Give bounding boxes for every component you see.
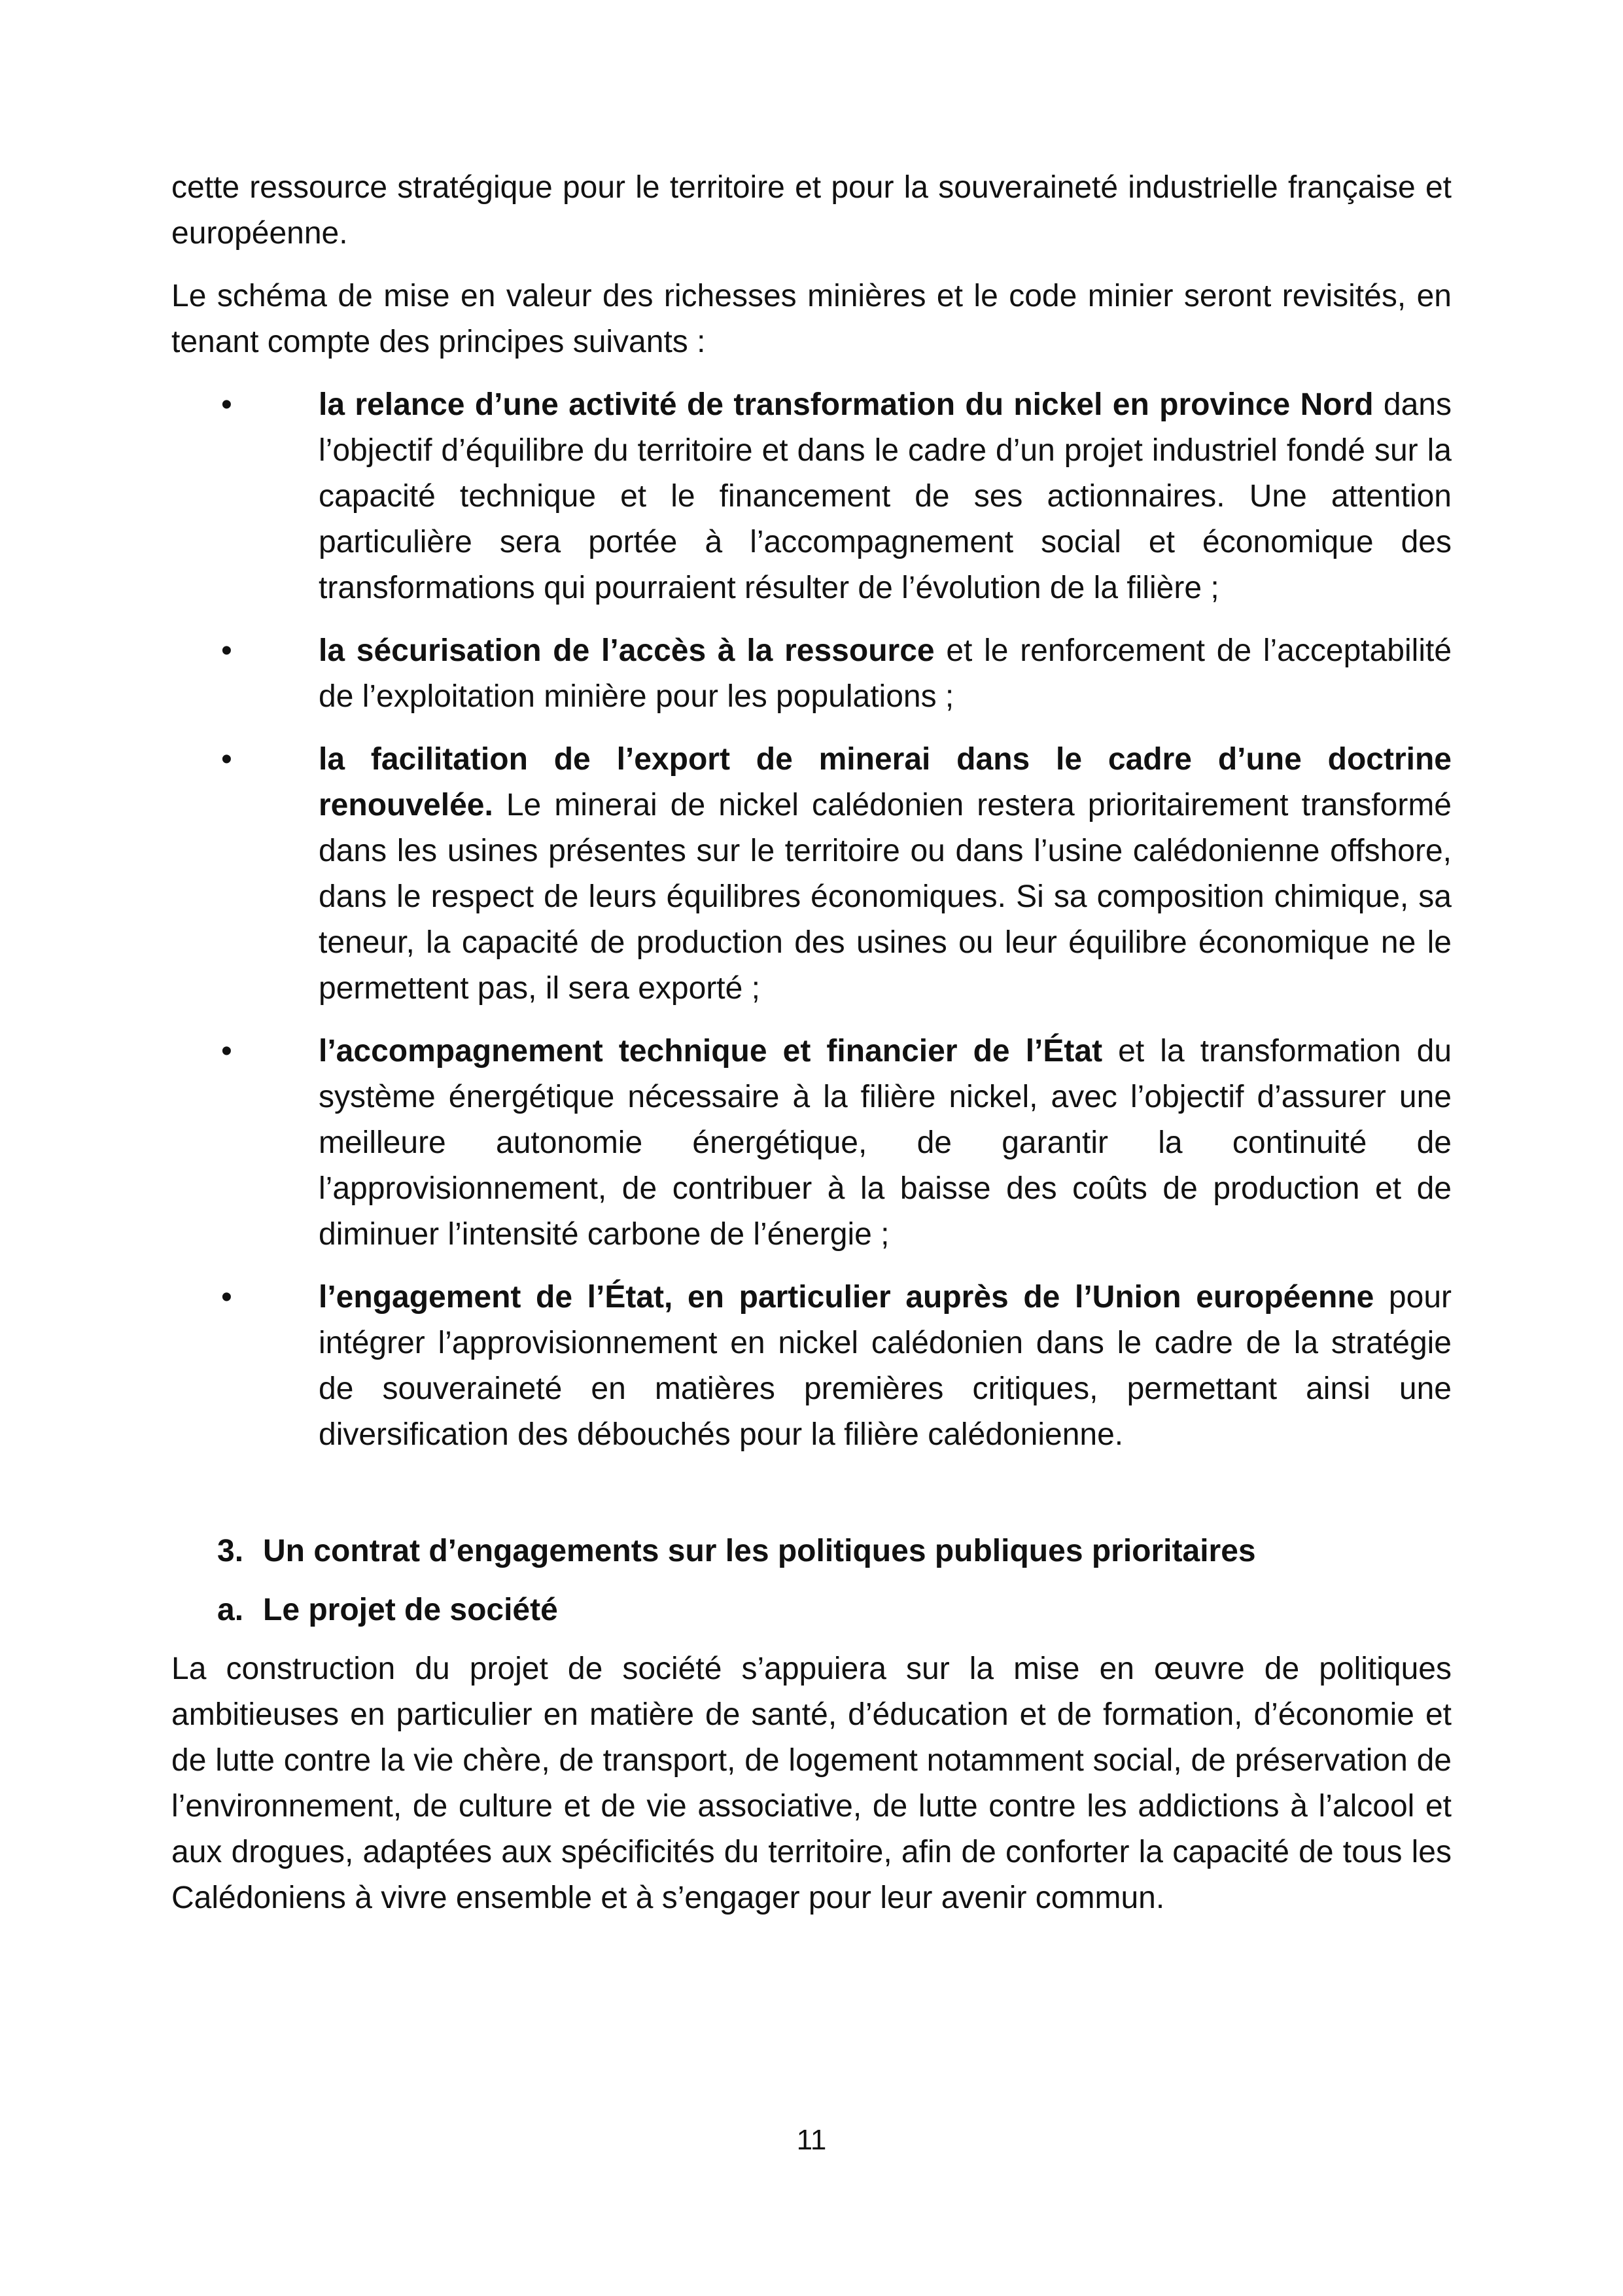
bullet-icon: •	[221, 742, 232, 777]
page-number: 11	[796, 2124, 827, 2156]
list-item-text: pour intégrer l’approvisionnement en nickel calédonien dans le cadre de la stratégie de souveraineté en matières premières critiques, permettant ainsi une diversification des débouchés pour la filière calédonienne.	[319, 1280, 1452, 1452]
list-item-text: et la transformation du système énergétique nécessaire à la filière nickel, avec l’objectif d’assurer une meilleure autonomie énergétique, de garantir la continuité de l’approvisionnement, de contribuer à la baisse des coûts de production et de diminuer l’intensité carbone de l’énergie ;	[319, 1034, 1452, 1252]
subsection-heading: a. Le projet de société	[217, 1593, 558, 1627]
list-item	[171, 1275, 1452, 1458]
section-heading: 3. Un contrat d’engagements sur les politiques publiques prioritaires	[217, 1534, 1256, 1568]
bullet-icon: •	[221, 633, 232, 668]
list-item-text: et le renforcement de l’acceptabilité de l’exploitation minière pour les populations ;	[319, 633, 1452, 714]
list-item	[171, 737, 1452, 1012]
list-item	[171, 628, 1452, 720]
list-item-text: Le minerai de nickel calédonien restera prioritairement transformé dans les usines présentes sur le territoire ou dans l’usine calédonienne offshore, dans le respect de leurs équilibres économiques. Si sa composition chimique, sa teneur, la capacité de production des usines ou leur équilibre économique ne le permettent pas, il sera exporté ;	[319, 788, 1452, 1006]
list-item-bold: la sécurisation de l’accès à la ressource	[319, 633, 935, 668]
bullet-icon: •	[221, 1034, 232, 1069]
bullet-icon: •	[221, 387, 232, 422]
paragraph: cette ressource stratégique pour le territoire et pour la souveraineté industrielle française et européenne.	[171, 170, 1452, 251]
list-item-text: dans l’objectif d’équilibre du territoire et dans le cadre d’un projet industriel fondé sur la capacité technique et le financement de ses actionnaires. Une attention particulière sera portée à l’accompagnement social et économique des transformations qui pourraient résulter de l’évolution de la filière ;	[319, 387, 1452, 605]
list-item-bold: l’accompagnement technique et financier de l’État	[319, 1034, 1103, 1069]
bullet-icon: •	[221, 1280, 232, 1315]
list-item	[171, 1029, 1452, 1258]
list-item-bold: l’engagement de l’État, en particulier auprès de l’Union européenne	[319, 1280, 1374, 1315]
list-item-bold: la relance d’une activité de transformation du nickel en province Nord	[319, 387, 1374, 422]
principles-list	[171, 382, 1452, 1458]
paragraph: La construction du projet de société s’appuiera sur la mise en œuvre de politiques ambitieuses en particulier en matière de santé, d’éducation et de formation, d’économie et de lutte contre la vie chère, de transport, de logement notamment social, de préservation de l’environnement, de culture et de vie associative, de lutte contre les addictions à l’alcool et aux drogues, adaptées aux spécificités du territoire, afin de conforter la capacité de tous les Calédoniens à vivre ensemble et à s’engager pour leur avenir commun.	[171, 1651, 1452, 1915]
list-item-bold: la facilitation de l’export de minerai dans le cadre d’une doctrine renouvelée.	[319, 742, 1452, 822]
list-item	[171, 382, 1452, 611]
paragraph: Le schéma de mise en valeur des richesses minières et le code minier seront revisités, en tenant compte des principes suivants :	[171, 279, 1452, 359]
document-body	[171, 165, 1452, 1938]
